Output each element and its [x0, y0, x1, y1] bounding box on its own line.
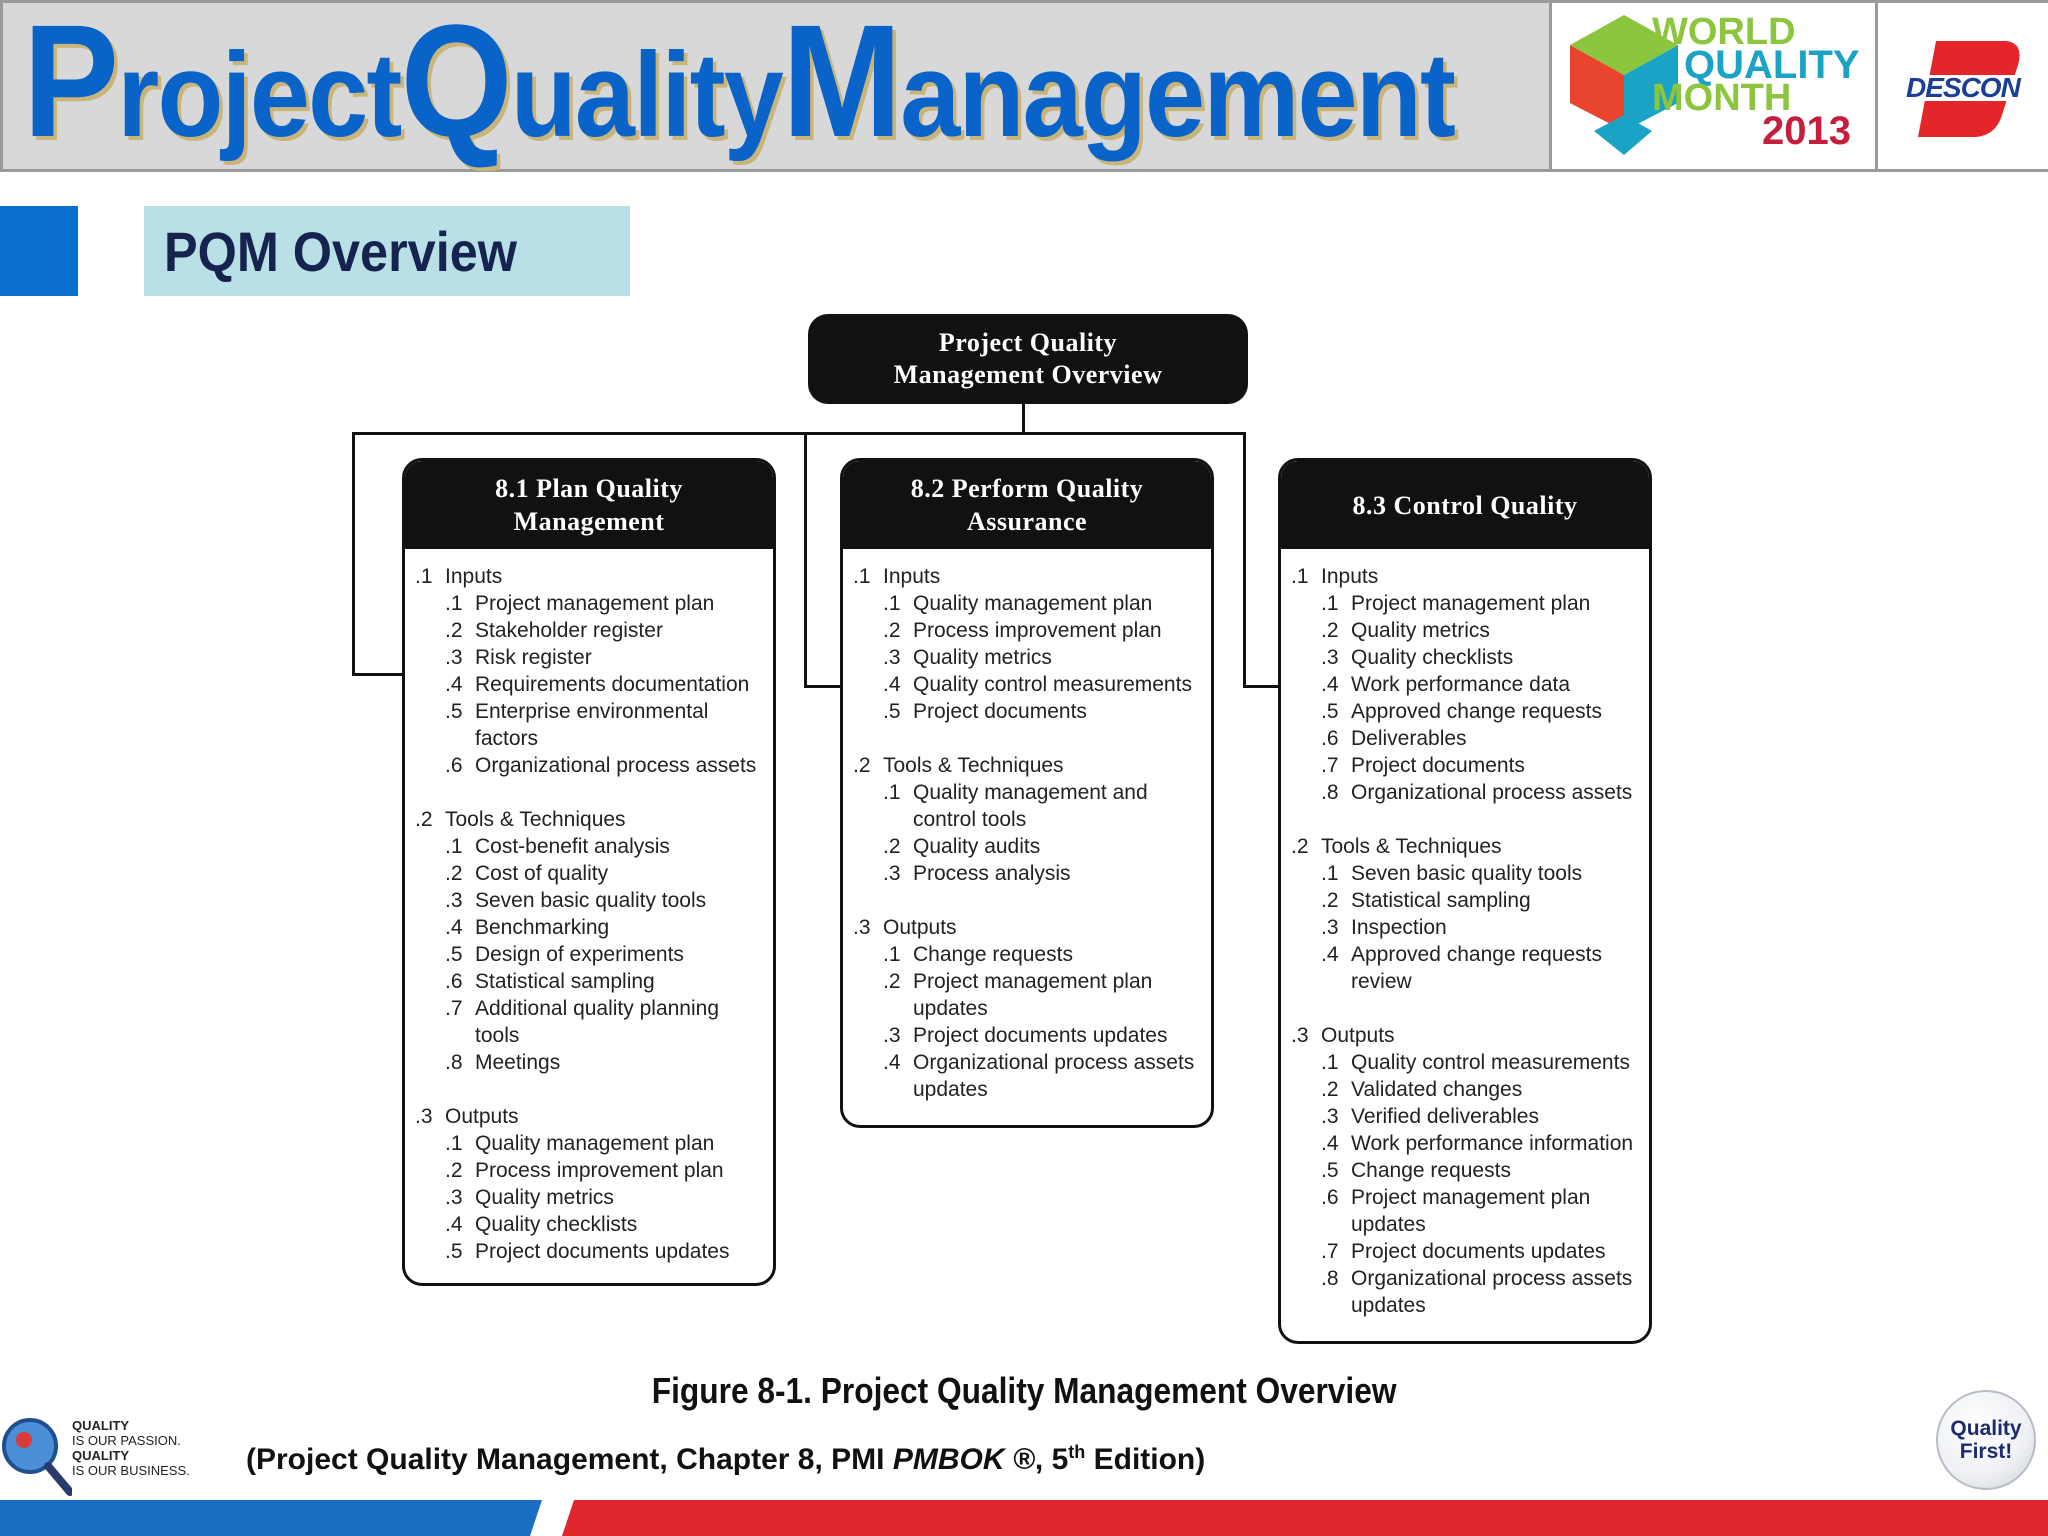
wqm-word-world: WORLD: [1652, 11, 1796, 53]
item-number: .1: [1321, 592, 1339, 615]
item-text: Project documents updates: [913, 1024, 1168, 1047]
list-item: [415, 671, 773, 698]
list-item: [415, 968, 773, 995]
process-box-8-3: [1278, 458, 1652, 1344]
item-number: .2: [445, 1159, 463, 1182]
root-node: [808, 314, 1248, 404]
list-item: [1291, 725, 1649, 752]
process-group-heading: [1291, 1022, 1649, 1049]
item-number: .3: [1321, 1105, 1339, 1128]
item-text: Approved change requests: [1351, 700, 1603, 723]
item-number: .5: [445, 700, 463, 723]
process-group-heading: [853, 752, 1211, 779]
item-number: .1: [883, 592, 901, 615]
item-text: Organizational process assets: [1351, 781, 1633, 804]
item-text: Project documents updates: [1351, 1240, 1606, 1263]
list-item: [1291, 779, 1649, 806]
item-text: Process improvement plan: [475, 1159, 724, 1182]
item-text: Quality audits: [913, 835, 1041, 858]
item-number: .6: [1321, 727, 1339, 750]
page-title: [23, 0, 1455, 175]
item-number: .2: [883, 835, 901, 858]
item-number: .2: [1321, 619, 1339, 642]
item-number: .4: [1321, 673, 1339, 696]
list-item: [415, 1211, 773, 1238]
item-text: review: [1351, 970, 1412, 993]
process-title-line: 8.1 Plan Quality: [495, 474, 683, 503]
list-item: [415, 995, 773, 1022]
item-text: Seven basic quality tools: [475, 889, 707, 912]
quality-first-badge: Quality First!: [1936, 1390, 2036, 1490]
item-number: .1: [445, 835, 463, 858]
wqm-word-month: MONTH: [1652, 77, 1792, 119]
horizontal-connector: [352, 432, 1246, 435]
descon-logo: [1878, 0, 2048, 172]
title-word-2: Quality: [400, 0, 783, 170]
item-number: .2: [1321, 889, 1339, 912]
list-item: [853, 1076, 1211, 1103]
item-number: .1: [853, 565, 871, 588]
item-number: .5: [883, 700, 901, 723]
item-text: Quality metrics: [475, 1186, 614, 1209]
item-text: Work performance information: [1351, 1132, 1634, 1155]
process-body: [843, 549, 1211, 1103]
item-text: control tools: [913, 808, 1027, 831]
item-text: Quality control measurements: [1351, 1051, 1630, 1074]
item-number: .2: [445, 619, 463, 642]
item-text: Benchmarking: [475, 916, 610, 939]
item-number: .3: [1321, 646, 1339, 669]
item-text: Organizational process assets: [913, 1051, 1195, 1074]
list-item: [1291, 860, 1649, 887]
item-text: updates: [913, 1078, 988, 1101]
list-item: [415, 1238, 773, 1265]
item-number: .4: [1321, 943, 1339, 966]
list-item: [415, 752, 773, 779]
list-item: [1291, 752, 1649, 779]
list-item: [415, 1157, 773, 1184]
figure-caption: Figure 8-1. Project Quality Management Overview: [651, 1370, 1397, 1411]
item-text: Seven basic quality tools: [1351, 862, 1583, 885]
item-text: Project management plan: [1351, 592, 1591, 615]
item-text: Project management plan: [913, 970, 1153, 993]
item-text: Quality checklists: [1351, 646, 1514, 669]
list-item: [853, 671, 1211, 698]
list-item: [415, 617, 773, 644]
connector-8-3: [1243, 432, 1279, 688]
item-text: Project documents: [913, 700, 1087, 723]
item-number: .5: [1321, 1159, 1339, 1182]
item-number: .4: [883, 1051, 901, 1074]
list-item: [853, 995, 1211, 1022]
root-title-line-1: Project Quality: [938, 328, 1118, 357]
list-item: [415, 698, 773, 725]
list-item: [853, 1022, 1211, 1049]
list-item: [853, 860, 1211, 887]
item-number: .3: [445, 1186, 463, 1209]
item-number: .1: [1321, 862, 1339, 885]
item-number: .2: [883, 619, 901, 642]
process-title-line: Assurance: [966, 507, 1088, 536]
list-item: [1291, 1076, 1649, 1103]
title-word-1: Project: [23, 0, 401, 170]
item-number: .6: [445, 754, 463, 777]
item-number: .4: [445, 1213, 463, 1236]
list-item: [1291, 968, 1649, 995]
section-spacer: [1291, 995, 1649, 1022]
item-number: .1: [883, 781, 901, 804]
item-number: .3: [853, 916, 871, 939]
item-text: Inspection: [1351, 916, 1447, 939]
item-number: .2: [883, 970, 901, 993]
section-spacer: [853, 725, 1211, 752]
item-number: .4: [445, 916, 463, 939]
list-item: [415, 1130, 773, 1157]
list-item: [415, 644, 773, 671]
list-item: [1291, 644, 1649, 671]
item-number: .4: [883, 673, 901, 696]
list-item: [1291, 887, 1649, 914]
item-text: Risk register: [475, 646, 592, 669]
process-header: [1281, 461, 1649, 549]
item-text: Quality control measurements: [913, 673, 1192, 696]
list-item: [415, 860, 773, 887]
process-group-heading: [853, 563, 1211, 590]
item-text: Inputs: [1321, 565, 1379, 588]
list-item: [415, 887, 773, 914]
item-text: Stakeholder register: [475, 619, 663, 642]
list-item: [1291, 914, 1649, 941]
section-tag: [144, 206, 630, 296]
list-item: [853, 968, 1211, 995]
item-text: Requirements documentation: [475, 673, 750, 696]
item-text: Additional quality planning: [475, 997, 720, 1020]
item-number: .2: [853, 754, 871, 777]
item-text: Outputs: [1321, 1024, 1395, 1047]
world-quality-month-logo: [1552, 0, 1878, 172]
citation: (Project Quality Management, Chapter 8, PMI PMBOK ®, 5th Edition): [246, 1442, 1206, 1476]
item-number: .4: [445, 673, 463, 696]
item-number: .1: [415, 565, 433, 588]
list-item: [415, 1022, 773, 1049]
list-item: [415, 1049, 773, 1076]
item-number: .8: [1321, 1267, 1339, 1290]
item-number: .6: [445, 970, 463, 993]
item-number: .2: [415, 808, 433, 831]
magnifier-globe-icon: [0, 1414, 72, 1496]
item-text: factors: [475, 727, 539, 750]
item-number: .8: [1321, 781, 1339, 804]
header-banner: [0, 0, 2048, 172]
process-header: [843, 461, 1211, 549]
list-item: [415, 941, 773, 968]
list-item: [1291, 1265, 1649, 1292]
item-text: Change requests: [913, 943, 1073, 966]
section-marker: [0, 206, 78, 296]
item-number: .3: [1321, 916, 1339, 939]
list-item: [853, 779, 1211, 806]
item-text: Enterprise environmental: [475, 700, 709, 723]
item-text: Process analysis: [913, 862, 1071, 885]
list-item: [853, 833, 1211, 860]
item-number: .1: [445, 1132, 463, 1155]
item-number: .3: [883, 646, 901, 669]
list-item: [1291, 941, 1649, 968]
section-spacer: [415, 779, 773, 806]
list-item: [853, 698, 1211, 725]
item-text: Statistical sampling: [475, 970, 655, 993]
list-item: [853, 806, 1211, 833]
process-group-heading: [415, 563, 773, 590]
list-item: [1291, 617, 1649, 644]
item-number: .1: [1321, 1051, 1339, 1074]
descon-wordmark: DESCON: [1906, 72, 2020, 103]
list-item: [415, 725, 773, 752]
item-text: Inputs: [445, 565, 503, 588]
item-text: Work performance data: [1351, 673, 1571, 696]
list-item: [1291, 590, 1649, 617]
item-text: updates: [1351, 1213, 1426, 1236]
process-group-heading: [415, 806, 773, 833]
list-item: [853, 644, 1211, 671]
list-item: [415, 590, 773, 617]
item-number: .3: [883, 862, 901, 885]
list-item: [415, 833, 773, 860]
item-text: Quality metrics: [913, 646, 1052, 669]
item-text: Design of experiments: [475, 943, 684, 966]
list-item: [1291, 1103, 1649, 1130]
item-text: Quality metrics: [1351, 619, 1490, 642]
item-number: .1: [445, 592, 463, 615]
item-text: Validated changes: [1351, 1078, 1523, 1101]
list-item: [415, 914, 773, 941]
connector-8-1: [352, 432, 404, 676]
section-spacer: [853, 887, 1211, 914]
process-box-8-2: [840, 458, 1214, 1128]
process-header: [405, 461, 773, 549]
item-text: Tools & Techniques: [1321, 835, 1502, 858]
item-text: Organizational process assets: [1351, 1267, 1633, 1290]
item-text: Project management plan: [475, 592, 715, 615]
item-text: updates: [1351, 1294, 1426, 1317]
list-item: [1291, 1049, 1649, 1076]
item-text: Quality management and: [913, 781, 1148, 804]
process-title-line: 8.3 Control Quality: [1352, 490, 1578, 520]
process-title-line: Management: [513, 507, 665, 536]
item-number: .3: [883, 1024, 901, 1047]
connector-8-2: [804, 432, 840, 688]
item-number: .7: [1321, 1240, 1339, 1263]
process-box-8-1: [402, 458, 776, 1286]
process-group-heading: [1291, 833, 1649, 860]
item-text: Approved change requests: [1351, 943, 1603, 966]
title-panel: [0, 0, 1552, 172]
list-item: [1291, 671, 1649, 698]
item-number: .3: [445, 646, 463, 669]
item-number: .1: [1291, 565, 1309, 588]
item-number: .3: [445, 889, 463, 912]
item-text: Meetings: [475, 1051, 561, 1074]
item-text: Inputs: [883, 565, 941, 588]
wqm-word-quality: QUALITY: [1684, 43, 1860, 87]
item-number: .1: [883, 943, 901, 966]
list-item: [853, 590, 1211, 617]
item-text: Project management plan: [1351, 1186, 1591, 1209]
bottom-color-bar: [0, 1500, 2048, 1536]
item-number: .5: [1321, 700, 1339, 723]
root-title-line-2: Management Overview: [893, 360, 1163, 389]
item-number: .2: [1321, 1078, 1339, 1101]
process-body: [1281, 549, 1649, 1319]
item-number: .5: [445, 1240, 463, 1263]
item-text: updates: [913, 997, 988, 1020]
quality-passion-logo-text: QUALITY IS OUR PASSION. QUALITY IS OUR BUSINESS.: [72, 1418, 190, 1478]
item-number: .3: [415, 1105, 433, 1128]
wqm-year: 2013: [1762, 109, 1851, 153]
item-number: .2: [445, 862, 463, 885]
item-text: Outputs: [883, 916, 957, 939]
item-text: Quality management plan: [913, 592, 1153, 615]
list-item: [853, 1049, 1211, 1076]
item-text: Tools & Techniques: [883, 754, 1064, 777]
list-item: [1291, 1238, 1649, 1265]
item-text: Organizational process assets: [475, 754, 757, 777]
process-title-line: 8.2 Perform Quality: [910, 474, 1144, 503]
list-item: [1291, 1184, 1649, 1211]
item-text: Cost of quality: [475, 862, 609, 885]
process-group-heading: [415, 1103, 773, 1130]
item-text: Quality management plan: [475, 1132, 715, 1155]
list-item: [853, 941, 1211, 968]
item-text: Project documents updates: [475, 1240, 730, 1263]
process-body: [405, 549, 773, 1265]
list-item: [1291, 698, 1649, 725]
root-connector: [1022, 402, 1025, 434]
section-title: PQM Overview: [164, 219, 517, 283]
item-number: .6: [1321, 1186, 1339, 1209]
item-number: .4: [1321, 1132, 1339, 1155]
list-item: [853, 617, 1211, 644]
item-text: Quality checklists: [475, 1213, 638, 1236]
item-text: Deliverables: [1351, 727, 1467, 750]
item-text: Project documents: [1351, 754, 1525, 777]
item-text: Tools & Techniques: [445, 808, 626, 831]
list-item: [1291, 1130, 1649, 1157]
item-text: Verified deliverables: [1351, 1105, 1539, 1128]
process-group-heading: [853, 914, 1211, 941]
item-number: .8: [445, 1051, 463, 1074]
item-text: Process improvement plan: [913, 619, 1162, 642]
list-item: [1291, 1211, 1649, 1238]
section-spacer: [1291, 806, 1649, 833]
process-group-heading: [1291, 563, 1649, 590]
section-spacer: [415, 1076, 773, 1103]
item-number: .7: [445, 997, 463, 1020]
item-number: .3: [1291, 1024, 1309, 1047]
list-item: [415, 1184, 773, 1211]
item-text: Statistical sampling: [1351, 889, 1531, 912]
item-number: .2: [1291, 835, 1309, 858]
list-item: [1291, 1157, 1649, 1184]
item-number: .7: [1321, 754, 1339, 777]
item-text: Change requests: [1351, 1159, 1511, 1182]
item-number: .5: [445, 943, 463, 966]
title-word-3: Management: [782, 0, 1455, 170]
item-text: Cost-benefit analysis: [475, 835, 670, 858]
list-item: [1291, 1292, 1649, 1319]
item-text: tools: [475, 1024, 520, 1047]
item-text: Outputs: [445, 1105, 519, 1128]
